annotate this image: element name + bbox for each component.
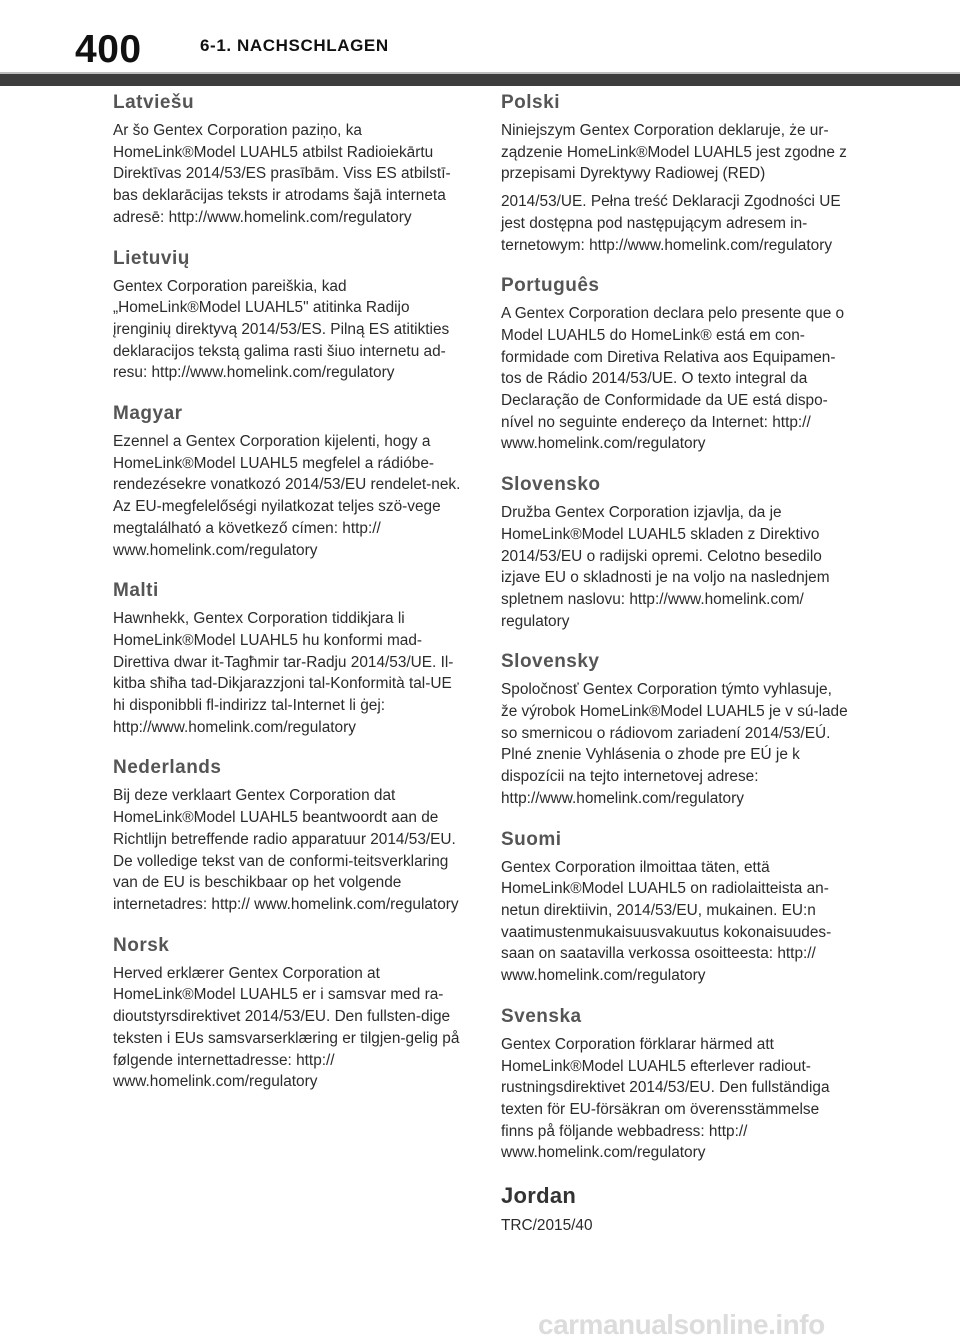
section-slovensko	[501, 472, 851, 632]
section-text: Spoločnosť Gentex Corporation týmto vyhlasuje, že výrobok HomeLink®Model LUAHL5 je v sú-lade so smernicou o rádiovom zariadení 2014/53/EÚ. Plné znenie Vyhlásenia o zhode pre EÚ je k dispozícii na tejto internetovej adrese: http://www.homelink.com/regulatory	[501, 681, 848, 807]
section-text: Družba Gentex Corporation izjavlja, da je HomeLink®Model LUAHL5 skladen z Direktivo 2014/53/EU o radijski opremi. Celotno besedilo izjave EU o skladnosti je na voljo na naslednjem spletnem naslovu: http://www.homelink.com/ regulatory	[501, 504, 830, 630]
left-column	[113, 90, 463, 1110]
header-divider	[0, 74, 960, 86]
section-latviesu	[113, 90, 463, 229]
watermark: carmanualsonline.info	[538, 1309, 825, 1340]
section-text: Gentex Corporation ilmoittaa täten, että HomeLink®Model LUAHL5 on radiolaitteista an-netun direktiivin, 2014/53/EU, mukainen. EU:n vaatimustenmukaisuusvakuutus kokonaisuudes-saan on saatavilla verkossa osoitteesta: http:// www.homelink.com/regulatory	[501, 858, 832, 985]
section-text: A Gentex Corporation declara pelo presente que o Model LUAHL5 do HomeLink® está em con-formidade com Diretiva Relativa aos Equipamen-tos de Rádio 2014/53/UE. O texto integral da Declaração de Conformidade da UE está dispo-nível no seguinte endereço da Internet: http:// www.homelink.com/regulatory	[501, 305, 845, 453]
section-heading: Svenska	[501, 1005, 582, 1027]
section-text: Ezennel a Gentex Corporation kijelenti, hogy a HomeLink®Model LUAHL5 megfelel a rádióbe-rendezésekre vonatkozó 2014/53/EU rendelet-nek. Az EU-megfelelőségi nyilatkozat teljes szö-vege megtalálható a következő címen: http:// www.homelink.com/regulatory	[113, 433, 461, 559]
section-heading: Português	[501, 275, 600, 297]
section-heading: Polski	[501, 92, 560, 113]
section-slovensky	[501, 649, 851, 809]
section-text: Gentex Corporation förklarar härmed att HomeLink®Model LUAHL5 efterlever radiout-rustningsdirektivet 2014/53/EU. Den fullständiga texten för EU-försäkran om överensstämmelse finns på följande webbadress: http:// www.homelink.com/regulatory	[501, 1035, 830, 1162]
section-text: Bij deze verklaart Gentex Corporation dat HomeLink®Model LUAHL5 beantwoordt aan de Richtlijn betreffende radio apparatuur 2014/53/EU. De volledige tekst van de conformi-teitsverklaring van de EU is beschikbaar op het volgende internetadres: http:// www.homelink.com/regulatory	[113, 787, 459, 913]
section-polski	[501, 90, 851, 256]
section-heading: Suomi	[501, 828, 562, 850]
section-heading: Slovensky	[501, 651, 600, 673]
page-header	[0, 0, 960, 86]
section-malti	[113, 578, 463, 738]
section-norsk	[113, 933, 463, 1093]
section-text: Hawnhekk, Gentex Corporation tiddikjara li HomeLink®Model LUAHL5 hu konformi mad-Direttiva dwar it-Tagħmir tar-Radju 2014/53/UE. Il-kitba sħiħa tad-Dikjarazzjoni tal-Konformità tal-UE hi disponibbli fl-indirizz tal-Internet li ġej: http://www.homelink.com/regulatory	[113, 610, 454, 736]
section-heading: Lietuvių	[113, 247, 190, 269]
section-svenska	[501, 1004, 851, 1164]
section-heading: Nederlands	[113, 757, 222, 779]
section-heading: Malti	[113, 580, 159, 602]
section-lietuviu	[113, 246, 463, 385]
section-heading: Jordan	[501, 1183, 577, 1209]
chapter-title: 6-1. NACHSCHLAGEN	[200, 36, 389, 55]
section-jordan	[501, 1181, 851, 1237]
section-magyar	[113, 401, 463, 561]
page-number: 400	[75, 28, 142, 71]
section-text: Niniejszym Gentex Corporation deklaruje, że ur-ządzenie HomeLink®Model LUAHL5 jest zgodne z przepisami Dyrektywy Radiowej (RED)	[501, 122, 847, 183]
section-text: Ar šo Gentex Corporation paziņo, ka HomeLink®Model LUAHL5 atbilst Radioiekārtu Direktīvas 2014/53/ES prasībām. Viss ES atbilstī-bas deklarācijas teksts ir atrodams šajā interneta adresē: http://www.homelink.com/regulatory	[113, 122, 451, 226]
section-text: TRC/2015/40	[501, 1217, 593, 1235]
section-suomi	[501, 827, 851, 987]
section-heading: Norsk	[113, 934, 170, 956]
section-text: Gentex Corporation pareiškia, kad „HomeLink®Model LUAHL5" atitinka Radijo įrenginių direktyvą 2014/53/ES. Pilną ES atitikties deklaracijos tekstą galima rasti šiuo internetu ad-resu: http://www.homelink.com/regulatory	[113, 277, 450, 382]
section-portugues	[501, 273, 851, 455]
section-text-continued: 2014/53/UE. Pełna treść Deklaracji Zgodności UE jest dostępna pod następującym adresem in-ternetowym: http://www.homelink.com/regulatory	[501, 193, 841, 254]
section-heading: Magyar	[113, 403, 183, 425]
section-heading: Latviešu	[113, 92, 195, 113]
section-nederlands	[113, 755, 463, 915]
section-heading: Slovensko	[501, 474, 601, 496]
right-column	[501, 90, 851, 1254]
section-text: Herved erklærer Gentex Corporation at HomeLink®Model LUAHL5 er i samsvar med ra-dioutstyrsdirektivet 2014/53/EU. Den fullsten-dige teksten i EUs samsvarserklæring er tilgjen-gelig på følgende internettadresse: http:// www.homelink.com/regulatory	[113, 964, 460, 1091]
